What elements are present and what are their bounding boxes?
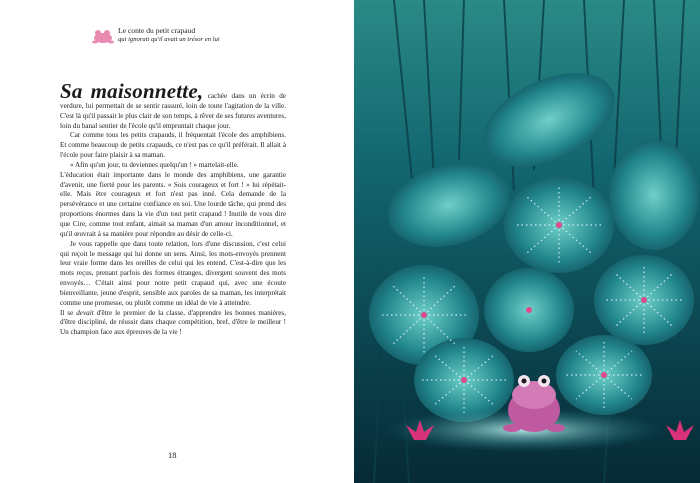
paragraph-6-text: d'être le premier de la classe, d'apprendre les bonnes manières, d'être discipliné, de réussir dans chaque compétition, bref, d'être le meilleur ! Un champion face aux épreuves de la vie ! (60, 308, 286, 337)
header-subtitle: qui ignorait qu'il avait un trésor en lui (118, 36, 220, 43)
paragraph-4: L'éducation était importante dans le monde des amphibiens, une garantie d'avenir, une fierté pour les parents. « Sois courageux et fort ! » lui répétait-elle. Mais être courageux et fort n'est pas inné. Cela demande de la persévérance et une certaine confiance en soi. Une lourde tâche, qui prend des proportions énormes dans la vie d'un tout petit crapaud ! Inutile de vous dire que Cire, comme tout enfant, aimait sa maman d'un amour inconditionnel, et qu'il œuvrait à sa manière pour répondre au désir de celle-ci. (60, 170, 286, 238)
paragraph-3: « Afin qu'un jour, tu deviennes quelqu'un ! » martelait-elle. (70, 160, 239, 169)
paragraph-2: Car comme tous les petits crapauds, il fréquentait l'école des amphibiens. Et comme beaucoup de petits crapauds, ce n'est pas ce qu'il préférait. Il allait à l'école pour faire plaisir à sa maman. (60, 131, 286, 160)
illustration-page (350, 0, 700, 483)
story-text (60, 79, 286, 338)
lead-word: Sa maisonnette, (60, 79, 204, 103)
toad-icon (92, 28, 114, 44)
paragraph-1-text: cachée dans un écrin de verdure, lui permettait de se sentir rassuré, loin de toute l'agitation de la ville. C'est là qu'il passait le plus clair de son temps, à rêver de ses futures aventures, loin du banal sentier de l'école qu'il empruntait chaque jour. (60, 92, 286, 130)
paragraph-6-emphasis: devait (76, 308, 94, 317)
paragraph-1 (60, 79, 286, 131)
running-header (92, 26, 292, 50)
paragraph-6 (60, 309, 286, 339)
toad-illustration (354, 0, 700, 483)
header-title: Le conte du petit crapaud (118, 26, 196, 35)
page-number: 18 (168, 450, 177, 460)
paragraph-5: Je vous rappelle que dans toute relation, lors d'une discussion, c'est celui qui reçoit le message qui lui donne un sens. Ainsi, les mots-envoyés prennent leur vraie forme dans les oreilles de celui qui les entend. C'est-à-dire que les mots reçus, prenant parfois des formes étranges, divergent souvent des mots envoyés… C'était ainsi pour notre petit crapaud qui, avec une écoute bienveillante, jeune d'esprit, sensible aux paroles de sa maman, les interprétait comme une promesse, ou plutôt comme un idéal de vie à atteindre. (60, 239, 286, 307)
paragraph-6-start: Il se (60, 308, 77, 317)
